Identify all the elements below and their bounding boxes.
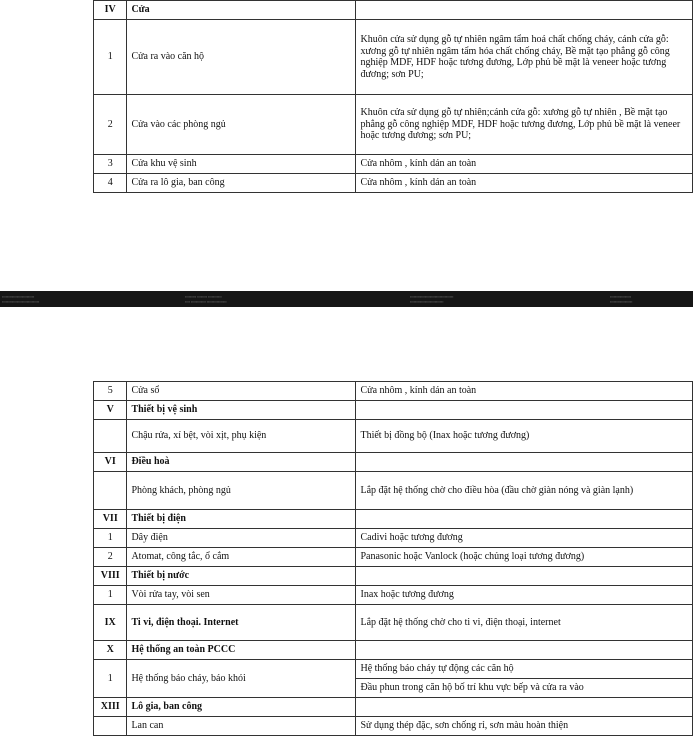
table-row: [94, 382, 693, 401]
item-name: Lô gia, ban công: [127, 698, 356, 717]
item-name: Dây điện: [127, 529, 356, 548]
row-number: 1: [94, 660, 127, 698]
item-name: Cửa ra lô gia, ban công: [127, 174, 356, 193]
row-number: 1: [94, 20, 127, 95]
item-name: Thiết bị nước: [127, 567, 356, 586]
spec-text: [356, 641, 693, 660]
band-noise-1: ▪▪▪▪▪▪▪▪▪▪▪▪▪▪▪▪▪▪▪▪▪▪▪▪▪▪: [2, 295, 35, 299]
table-row: [94, 453, 693, 472]
item-name: Điều hoà: [127, 453, 356, 472]
table-row: [94, 717, 693, 736]
spec-text: Cadivi hoặc tương đương: [356, 529, 693, 548]
spec-text: Panasonic hoặc Vanlock (hoặc chủng loại tương đương): [356, 548, 693, 567]
item-name: Atomat, công tắc, ổ cắm: [127, 548, 356, 567]
spec-text: Cửa nhôm , kính dán an toàn: [356, 174, 693, 193]
item-name: Vòi rửa tay, vòi sen: [127, 586, 356, 605]
item-name: Ti vi, điện thoại. Internet: [127, 605, 356, 641]
row-number: [94, 472, 127, 510]
item-name: Cửa sổ: [127, 382, 356, 401]
table-row: [94, 548, 693, 567]
table-row: [94, 401, 693, 420]
item-name: Cửa khu vệ sinh: [127, 155, 356, 174]
table-row: [94, 420, 693, 453]
spec-text: [356, 698, 693, 717]
item-name: Cửa ra vào căn hộ: [127, 20, 356, 95]
item-name: Thiết bị điện: [127, 510, 356, 529]
row-number: VIII: [94, 567, 127, 586]
spec-text: Inax hoặc tương đương: [356, 586, 693, 605]
row-number: X: [94, 641, 127, 660]
band-noise-4: ▪▪▪▪ ▪▪▪▪▪▪▪▪▪▪▪▪ ▪▪▪▪▪▪▪▪▪▪▪▪▪▪▪▪: [185, 300, 227, 304]
spec-text: Sử dụng thép đặc, sơn chống rỉ, sơn màu hoàn thiện: [356, 717, 693, 736]
spec-text: Hệ thống báo cháy tự động các căn hộ: [356, 660, 693, 679]
item-name: Hệ thống báo cháy, báo khói: [127, 660, 356, 698]
table-row: [94, 1, 693, 20]
row-number: VII: [94, 510, 127, 529]
row-number: V: [94, 401, 127, 420]
item-name: Thiết bị vệ sinh: [127, 401, 356, 420]
table-row: [94, 510, 693, 529]
item-name: Phòng khách, phòng ngủ: [127, 472, 356, 510]
band-noise-2: ▪▪▪▪▪▪▪▪▪▪▪▪▪▪▪▪▪▪▪▪▪▪▪▪▪▪▪▪▪▪: [2, 300, 40, 304]
row-number: [94, 420, 127, 453]
row-number: 2: [94, 95, 127, 155]
spec-text: [356, 401, 693, 420]
table-row: [94, 586, 693, 605]
band-noise-7: ▪▪▪▪▪▪▪▪▪▪▪▪▪▪▪▪▪: [610, 295, 632, 299]
spec-text: Lắp đặt hệ thống chờ cho điều hòa (đầu chờ giàn nóng và giàn lạnh): [356, 472, 693, 510]
table-row: [94, 698, 693, 717]
item-name: Lan can: [127, 717, 356, 736]
spec-text: Lắp đặt hệ thống chờ cho ti vi, điện thoại, internet: [356, 605, 693, 641]
row-number: [94, 717, 127, 736]
spec-table-bottom: [93, 381, 693, 736]
band-noise-5: ▪▪▪▪▪▪▪▪▪▪▪▪▪▪▪▪▪▪▪▪▪▪▪▪▪▪▪▪▪▪▪▪▪▪▪: [410, 295, 454, 299]
row-number: XIII: [94, 698, 127, 717]
table-row: [94, 155, 693, 174]
table-row: [94, 529, 693, 548]
row-number: IX: [94, 605, 127, 641]
item-name: Chậu rửa, xí bệt, vòi xịt, phụ kiện: [127, 420, 356, 453]
band-noise-6: ▪▪▪▪▪▪▪▪▪▪▪▪▪▪▪▪▪▪▪▪▪▪▪▪▪▪▪: [410, 300, 444, 304]
row-number: 1: [94, 586, 127, 605]
table-row: [94, 605, 693, 641]
row-number: IV: [94, 1, 127, 20]
table-row: [94, 20, 693, 95]
spec-text: Cửa nhôm , kính dán an toàn: [356, 382, 693, 401]
row-number: 2: [94, 548, 127, 567]
table-row: [94, 472, 693, 510]
row-number: 4: [94, 174, 127, 193]
table-row: [94, 641, 693, 660]
spec-text: Đầu phun trong căn hộ bố trí khu vực bếp và cửa ra vào: [356, 679, 693, 698]
table-row: [94, 660, 693, 679]
band-noise-8: ▪▪▪▪▪▪▪▪▪▪▪▪▪▪▪▪▪▪: [610, 300, 633, 304]
spec-text: [356, 1, 693, 20]
band-noise-3: ▪▪▪▪▪▪▪▪▪ ▪▪▪▪▪▪▪▪ ▪▪▪▪▪▪▪▪▪▪▪: [185, 295, 222, 299]
spec-text: Khuôn cửa sử dụng gỗ tự nhiên ngâm tẩm hoá chất chống cháy, cánh cửa gỗ: xương gỗ tự nhiên ngâm tẩm hóa chất chống cháy, Bề mặt tạo phẳng gỗ công nghiệp MDF, HDF hoặc tương đương, Lớp phủ bề mặt là veneer hoặc tương đương; sơn PU;: [356, 20, 693, 95]
spec-text: Cửa nhôm , kính dán an toàn: [356, 155, 693, 174]
spec-text: [356, 510, 693, 529]
table-row: [94, 95, 693, 155]
table-row: [94, 174, 693, 193]
row-number: 1: [94, 529, 127, 548]
row-number: VI: [94, 453, 127, 472]
spec-text: [356, 453, 693, 472]
page-separator-band: [0, 291, 693, 307]
row-number: 5: [94, 382, 127, 401]
spec-text: Thiết bị đồng bộ (Inax hoặc tương đương): [356, 420, 693, 453]
spec-table-top: [93, 0, 693, 193]
item-name: Hệ thống an toàn PCCC: [127, 641, 356, 660]
row-number: 3: [94, 155, 127, 174]
spec-text: Khuôn cửa sử dụng gỗ tự nhiên;cánh cửa gỗ: xương gỗ tự nhiên , Bề mặt tạo phẳng gỗ công nghiệp MDF, HDF hoặc tương đương, Lớp phủ bề mặt là veneer hoặc tương đương; sơn PU;: [356, 95, 693, 155]
table-row: [94, 567, 693, 586]
spec-text: [356, 567, 693, 586]
item-name: Cửa: [127, 1, 356, 20]
item-name: Cửa vào các phòng ngủ: [127, 95, 356, 155]
